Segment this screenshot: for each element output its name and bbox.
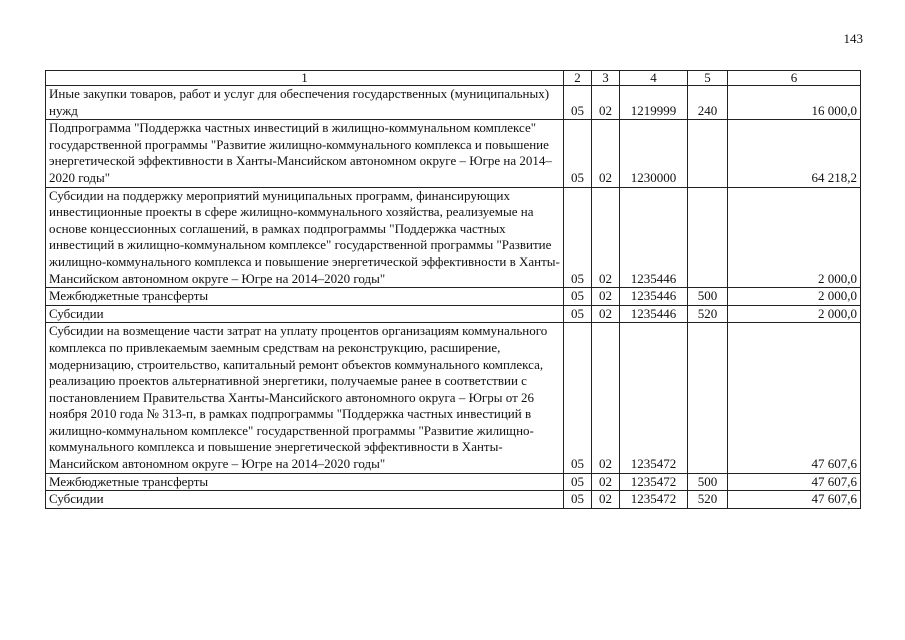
row-subsection: 02 bbox=[592, 288, 620, 306]
header-col-4: 4 bbox=[620, 71, 688, 86]
table-row bbox=[46, 323, 861, 473]
row-subsection: 02 bbox=[592, 491, 620, 509]
row-name: Субсидии на поддержку мероприятий муниципальных программ, финансирующих инвестиционные проекты в сфере жилищно-коммунального хозяйства, реализуемые на основе концессионных соглашений, в рамках подпрограммы "Поддержка частных инвестиций в жилищно-коммунальном комплексе" государственной программы "Развитие жилищно-коммунального комплекса и повышение энергетической эффективности в Ханты-Мансийском автономном округе – Югре на 2014–2020 годы" bbox=[46, 187, 564, 288]
row-target-code: 1235446 bbox=[620, 305, 688, 323]
row-expense-type bbox=[688, 323, 728, 473]
row-target-code: 1235446 bbox=[620, 187, 688, 288]
row-amount: 16 000,0 bbox=[728, 86, 861, 120]
row-amount: 47 607,6 bbox=[728, 473, 861, 491]
row-section: 05 bbox=[564, 305, 592, 323]
row-name: Субсидии bbox=[46, 491, 564, 509]
row-name: Подпрограмма "Поддержка частных инвестиций в жилищно-коммунальном комплексе" государственной программы "Развитие жилищно-коммунального комплекса и повышение энергетической эффективности в Ханты-Мансийском автономном округе – Югре на 2014–2020 годы" bbox=[46, 120, 564, 187]
row-name: Иные закупки товаров, работ и услуг для обеспечения государственных (муниципальных) нужд bbox=[46, 86, 564, 120]
row-section: 05 bbox=[564, 323, 592, 473]
row-section: 05 bbox=[564, 86, 592, 120]
row-amount: 2 000,0 bbox=[728, 305, 861, 323]
row-target-code: 1230000 bbox=[620, 120, 688, 187]
row-subsection: 02 bbox=[592, 323, 620, 473]
row-target-code: 1235446 bbox=[620, 288, 688, 306]
row-expense-type: 520 bbox=[688, 305, 728, 323]
row-subsection: 02 bbox=[592, 305, 620, 323]
table-row bbox=[46, 120, 861, 187]
table-body bbox=[46, 86, 861, 509]
row-section: 05 bbox=[564, 491, 592, 509]
row-name: Межбюджетные трансферты bbox=[46, 473, 564, 491]
row-subsection: 02 bbox=[592, 187, 620, 288]
row-amount: 47 607,6 bbox=[728, 323, 861, 473]
row-section: 05 bbox=[564, 288, 592, 306]
table-row bbox=[46, 288, 861, 306]
table-header bbox=[46, 71, 861, 86]
row-subsection: 02 bbox=[592, 120, 620, 187]
row-target-code: 1219999 bbox=[620, 86, 688, 120]
table-row bbox=[46, 305, 861, 323]
row-expense-type bbox=[688, 120, 728, 187]
budget-table bbox=[45, 70, 861, 509]
table-row bbox=[46, 491, 861, 509]
row-expense-type: 500 bbox=[688, 288, 728, 306]
row-amount: 64 218,2 bbox=[728, 120, 861, 187]
header-col-5: 5 bbox=[688, 71, 728, 86]
row-expense-type: 240 bbox=[688, 86, 728, 120]
row-target-code: 1235472 bbox=[620, 473, 688, 491]
row-amount: 2 000,0 bbox=[728, 288, 861, 306]
table-row bbox=[46, 187, 861, 288]
row-section: 05 bbox=[564, 187, 592, 288]
row-section: 05 bbox=[564, 473, 592, 491]
row-target-code: 1235472 bbox=[620, 491, 688, 509]
row-name: Межбюджетные трансферты bbox=[46, 288, 564, 306]
row-name: Субсидии на возмещение части затрат на уплату процентов организациям коммунального комплекса по привлекаемым заемным средствам на реконструкцию, расширение, модернизацию, строительство, капитальный ремонт объектов коммунального комплекса, реализацию проектов альтернативной энергетики, получаемые ранее в соответствии с постановлением Правительства Ханты-Мансийского автономного округа – Югры от 26 ноября 2010 года № 313-п, в рамках подпрограммы "Поддержка частных инвестиций в жилищно-коммунальном комплексе" государственной программы "Развитие жилищно-коммунального комплекса и повышение энергетической эффективности в Ханты-Мансийском автономном округе – Югре на 2014–2020 годы" bbox=[46, 323, 564, 473]
row-expense-type: 500 bbox=[688, 473, 728, 491]
row-subsection: 02 bbox=[592, 86, 620, 120]
row-subsection: 02 bbox=[592, 473, 620, 491]
row-expense-type: 520 bbox=[688, 491, 728, 509]
row-expense-type bbox=[688, 187, 728, 288]
row-section: 05 bbox=[564, 120, 592, 187]
header-col-1: 1 bbox=[46, 71, 564, 86]
row-name: Субсидии bbox=[46, 305, 564, 323]
table-row bbox=[46, 86, 861, 120]
row-target-code: 1235472 bbox=[620, 323, 688, 473]
table-row bbox=[46, 473, 861, 491]
header-row bbox=[46, 71, 861, 86]
header-col-3: 3 bbox=[592, 71, 620, 86]
row-amount: 47 607,6 bbox=[728, 491, 861, 509]
header-col-6: 6 bbox=[728, 71, 861, 86]
header-col-2: 2 bbox=[564, 71, 592, 86]
page-number: 143 bbox=[843, 31, 863, 46]
row-amount: 2 000,0 bbox=[728, 187, 861, 288]
